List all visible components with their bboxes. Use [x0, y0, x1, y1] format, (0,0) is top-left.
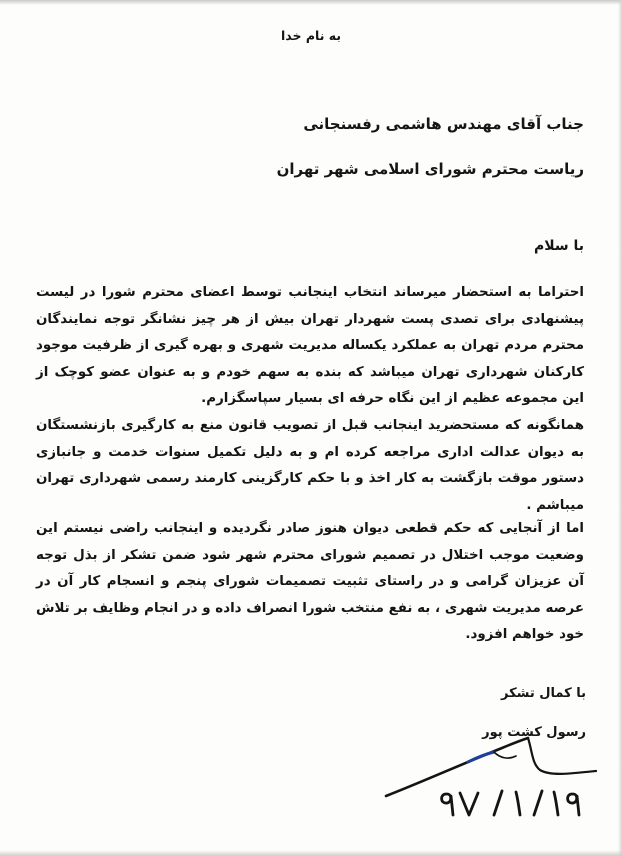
letter-heading: به نام خدا: [280, 28, 342, 43]
scan-edge-top: [0, 0, 622, 5]
date-digit-1a: [516, 792, 520, 815]
paragraph-3: اما از آنجایی که حکم قطعی دیوان هنوز صادر نگردیده و اینجانب راضی نیستم این وضعیت موجب اختلال در تصمیم شورای محترم شهر شود ضمن تشکر از بذل توجه آن عزیزان گرامی و در راستای تثبیت تصمیمات شورای پنجم و انسجام کار آن در عرصه مدیریت شهری ، به نفع منتخب شورا انصراف داده و در انجام وظایف بر تلاش خود خواهم افزود.: [36, 521, 584, 642]
date-slash-1: [494, 791, 502, 815]
recipient-line-2: ریاست محترم شورای اسلامی شهر تهران: [276, 160, 584, 178]
scan-edge-bottom: [0, 850, 622, 856]
signature-stroke-tail: [494, 752, 516, 758]
signer-name: رسول کشت پور: [482, 725, 586, 740]
signature-stroke-loop: [528, 738, 596, 774]
paragraph-1: احتراما به استحضار میرساند انتخاب اینجانب توسط اعضای محترم شورا در لیست پیشنهادی برای تصدی پست شهردار تهران بیش از هر چیز نشانگر توجه نمایندگان محترم مردم تهران به عملکرد یکساله مدیریت شهری و بهره گیری از ظرفیت موجود کارکنان شهرداری تهران میباشد که بنده به سهم خودم و به عنوان عضو کوچک از این مجموعه عظیم از این نگاه حرفه ای بسیار سپاسگزارم.: [36, 285, 584, 406]
closing: با کمال تشکر: [500, 686, 586, 701]
salutation: با سلام: [533, 238, 584, 254]
signature-stroke-blue: [468, 752, 494, 762]
date-digit-9b: [568, 794, 579, 815]
date-digit-9: [442, 794, 453, 815]
date-slash-2: [534, 791, 542, 815]
scan-edge-right: [618, 0, 622, 856]
recipient-line-1: جناب آقای مهندس هاشمی رفسنجانی: [303, 115, 584, 133]
handwritten-date: [436, 782, 596, 822]
paragraph-2: همانگونه که مستحضرید اینجانب قبل از تصویب قانون منع به کارگیری بازنشستگان به دیوان عدالت اداری مراجعه کرده ام و به دلیل تکمیل سنوات خدمت و جانبازی دستور موقت بازگشت به کار اخذ و با حکم کارگزینی کارمند رسمی شهرداری تهران میباشم .: [36, 418, 584, 513]
date-digit-1b: [554, 792, 558, 815]
date-digit-7: [460, 793, 478, 815]
